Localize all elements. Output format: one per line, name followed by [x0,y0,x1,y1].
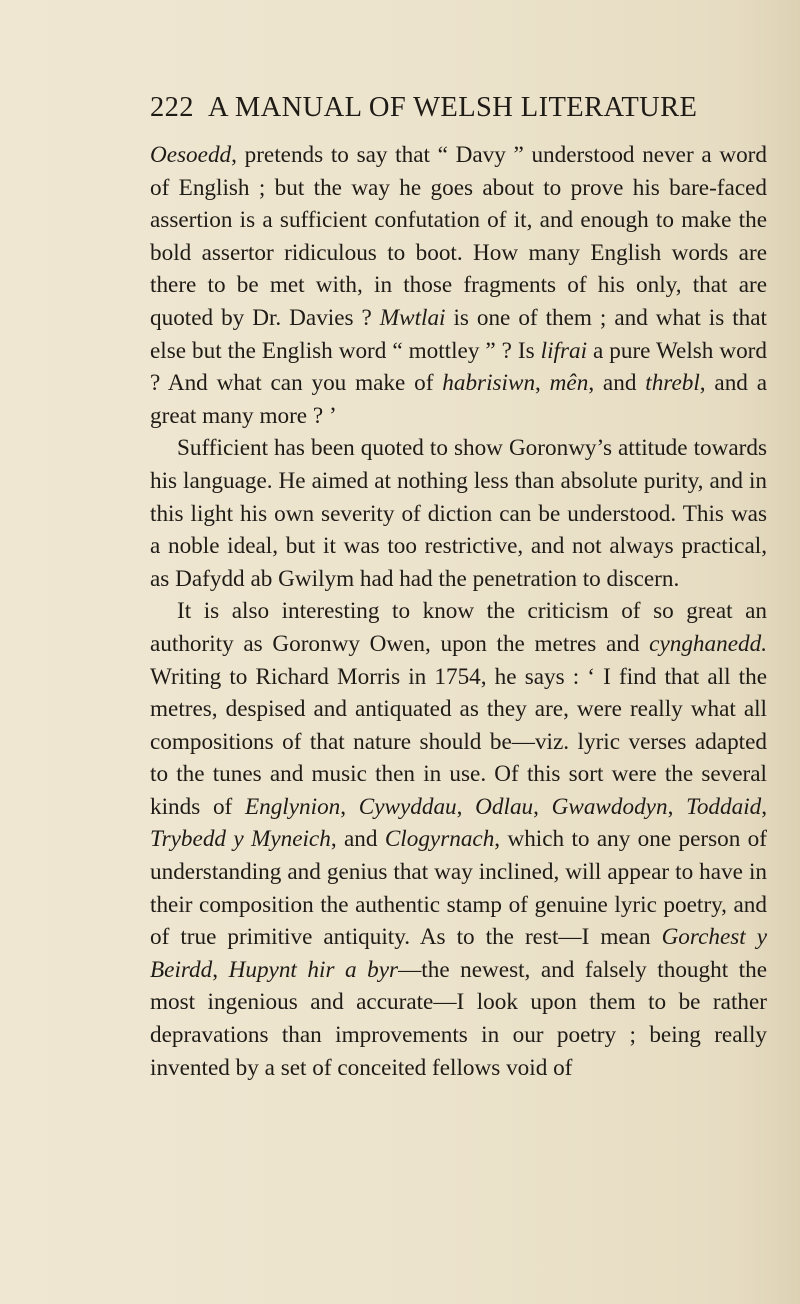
paragraph [150,432,767,595]
text-run: , [667,793,687,820]
italic-term: cynghanedd. [649,630,767,657]
page-number: 222 [150,92,194,123]
paragraph [150,139,767,432]
text-run: , and a great many more ? ’ [150,370,767,429]
italic-term: mên [549,370,589,397]
text-run: a pure Welsh word ? And what can you make of [150,337,767,397]
text-run: , [456,793,476,820]
text-run: —the newest, and falsely thought the most ingenious and accurate—I look upon them to be rather depravations than improvements in our poetry ; being really invented by a set of conceited fellows void of [150,956,768,1081]
text-run: Sufficient has been quoted to show Goronwy’s attitude towards his language. He aimed at nothing less than absolute purity, and in this light his own severity of diction can be understood. This was a noble ideal, but it was too restrictive, and not always practical, as Dafydd ab Gwilym had had the penetration to discern. [150,435,767,592]
text-run: , [212,956,229,983]
text-run: , and [588,370,646,397]
text-run: , and [330,826,385,853]
text-run: , which to any one person of understanding and genius that way inclined, will appear to have in their composition the authentic stamp of genuine lyric poetry, and of true primitive antiquity. As to the rest—I mean [150,826,767,951]
running-head [150,88,770,128]
text-run: , [535,370,550,397]
text-run: , [533,793,552,820]
italic-term: lifrai [540,337,588,364]
italic-term: Mwtlai [379,304,446,331]
italic-term: Gorchest y Beirdd [150,924,767,983]
text-run: It is also interesting to know the criticism of so great an authority as Goronwy Owen, upon the metres and [150,598,767,657]
italic-term: Cywyddau [358,793,457,820]
italic-term: threbl [645,370,700,397]
text-run: , pretends to say that “ Davy ” understood never a word of English ; but the way he goes about to prove his bare-faced assertion is a sufficient confutation of it, and enough to make the bold assertor ridiculous to boot. How many English words are there to be met with, in those fragments of his only, that are quoted by Dr. Davies ? [150,142,767,331]
italic-term: Englynion [244,793,341,820]
text-run: , [340,793,359,820]
text-run: Writing to Richard Morris in 1754, he says : ‘ I find that all the metres, despised and antiquated as they are, were really what all compositions of that nature should be—viz. lyric verses adapted to the tunes and music then in use. Of this sort were the several kinds of [150,663,767,820]
italic-term: habrisiwn [442,370,536,397]
italic-term: Hupynt hir a byr [228,956,399,983]
italic-term: Toddaid [686,793,762,820]
italic-term: Gwawdodyn [551,793,668,820]
paragraph [150,595,767,1084]
text-run: , [761,793,768,820]
italic-term: Oesoedd [150,142,232,168]
body-text [150,139,767,1084]
italic-term: Clogyrnach [384,826,495,853]
italic-term: Trybedd y Myneich [150,826,331,853]
running-title: A MANUAL OF WELSH LITERATURE [208,92,698,123]
italic-term: Odlau [475,793,534,820]
text-run: is one of them ; and what is that else but the English word “ mottley ” ? Is [150,304,767,364]
